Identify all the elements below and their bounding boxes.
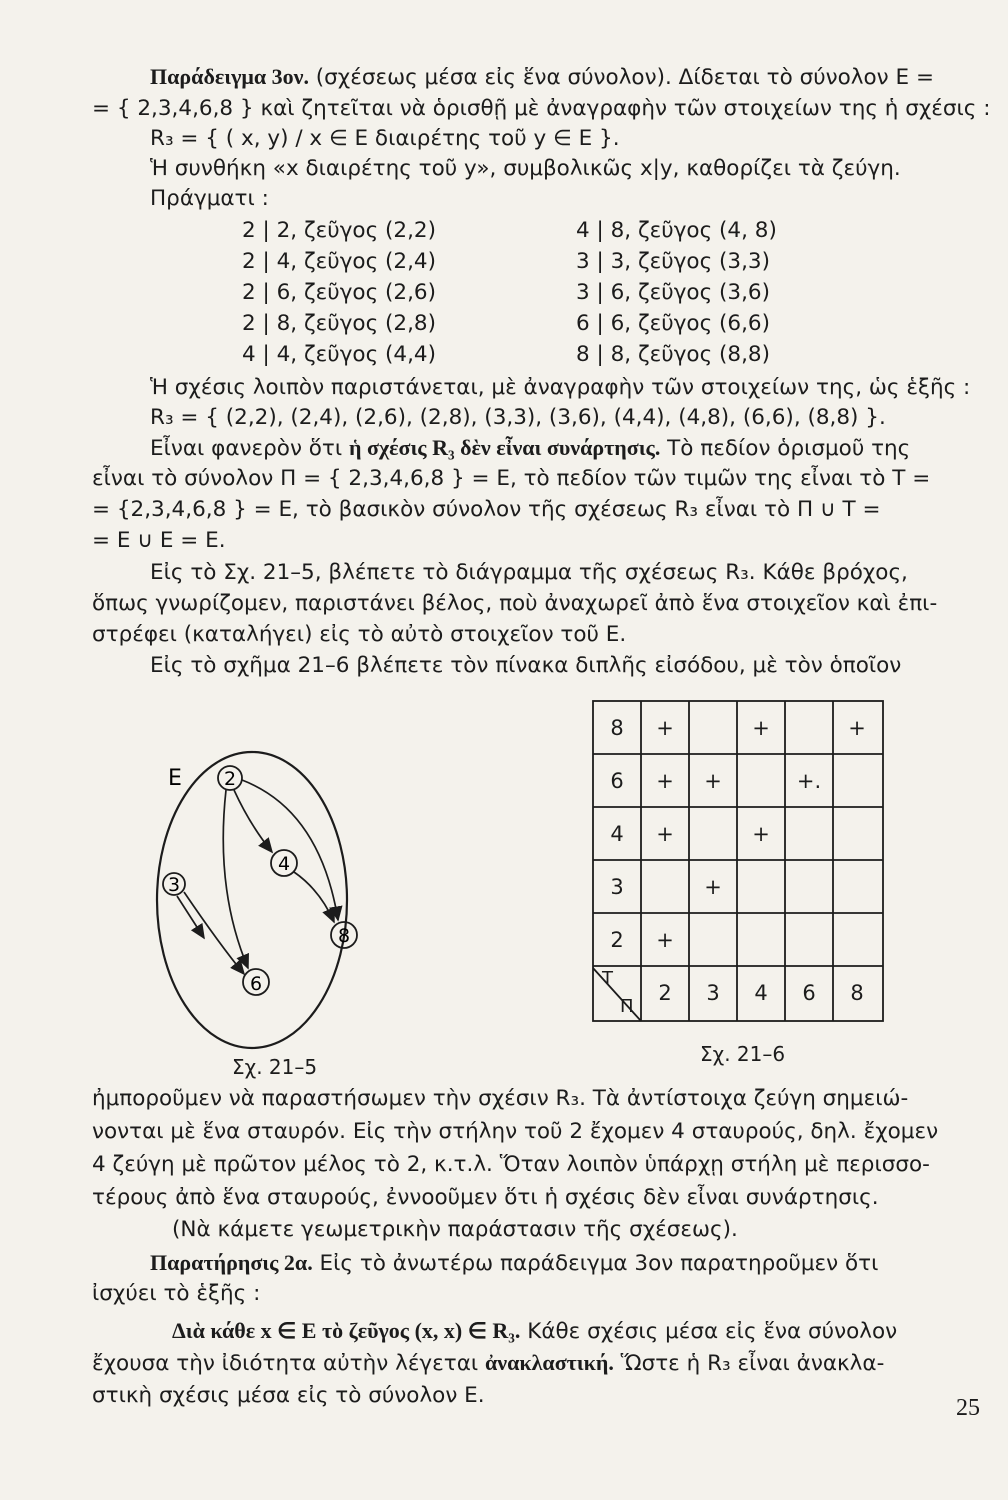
set-e-label: E xyxy=(168,766,182,791)
example-intro-1: (σχέσεως μέσα εἰς ἕνα σύνολον). Δίδεται τὸ σύνολον Ε = xyxy=(315,65,934,90)
remark-text-3: Κάθε σχέσις μέσα εἰς ἕνα σύνολον xyxy=(520,1319,898,1344)
remark-line-3 xyxy=(172,1320,897,1343)
domain-line-2: = {2,3,4,6,8 } = E, τὸ βασικὸν σύνολον τῆς σχέσεως R₃ εἶναι τὸ Π ∪ Τ = xyxy=(92,497,881,522)
row-label-4: 4 xyxy=(610,821,624,846)
mark-3-3: + xyxy=(704,874,722,899)
col-label-6: 6 xyxy=(802,980,816,1005)
after-line-1: ἠμποροῦμεν νὰ παραστήσωμεν τὴν σχέσιν R₃. Τὰ ἀντίστοιχα ζεύγη σημειώ- xyxy=(92,1086,909,1111)
table-caption: Σχ. 21–6 xyxy=(700,1042,786,1066)
node-2 xyxy=(218,766,242,790)
page-number: 25 xyxy=(956,1395,980,1421)
remark-text-1: Εἰς τὸ ἀνωτέρω παράδειγμα 3ον παρατηροῦμεν ὅτι xyxy=(312,1251,879,1276)
node-4 xyxy=(271,850,297,876)
after-line-3: 4 ζεύγη μὲ πρῶτον μέλος τὸ 2, κ.τ.λ. Ὅταν λοιπὸν ὑπάρχῃ στήλη μὲ περισσο- xyxy=(92,1152,930,1177)
remark-text-4-post: Ὥστε ἡ R₃ εἶναι ἀνακλα- xyxy=(613,1351,885,1376)
mark-6-3: + xyxy=(704,768,722,793)
pair-right-3: 3 | 6, ζεῦγος (3,6) xyxy=(576,280,770,305)
edge-2-4 xyxy=(234,790,272,852)
fig5-line-3: στρέφει (καταλήγει) εἰς τὸ αὐτὸ στοιχεῖον τοῦ Ε. xyxy=(92,622,627,647)
pair-left-2: 2 | 4, ζεῦγος (2,4) xyxy=(242,249,436,274)
pair-left-5: 4 | 4, ζεῦγος (4,4) xyxy=(242,342,436,367)
domain-line-1: εἶναι τὸ σύνολον Π = { 2,3,4,6,8 } = E, τὸ πεδίον τῶν τιμῶν της εἶναι τὸ Τ = xyxy=(92,466,931,491)
diagram-caption: Σχ. 21–5 xyxy=(232,1055,318,1079)
remark-line-4 xyxy=(92,1352,884,1375)
mark-8-8: + xyxy=(848,715,866,740)
remark-bold-reflexive: ἀνακλαστική. xyxy=(485,1350,614,1375)
row-label-2: 2 xyxy=(610,927,624,952)
pair-left-4: 2 | 8, ζεῦγος (2,8) xyxy=(242,311,436,336)
row-label-6: 6 xyxy=(610,768,624,793)
represented-text: Ἡ σχέσις λοιπὸν παριστάνεται, μὲ ἀναγραφὴν τῶν στοιχείων της, ὡς ἑξῆς : xyxy=(150,375,971,400)
svg-text:6: 6 xyxy=(250,973,263,995)
col-label-3: 3 xyxy=(706,980,720,1005)
after-line-2: νονται μὲ ἕνα σταυρόν. Εἰς τὴν στήλην τοῦ 2 ἔχομεν 4 σταυρούς, δηλ. ἔχομεν xyxy=(92,1119,939,1144)
indeed-text: Πράγματι : xyxy=(150,186,269,211)
obvious-post: Τὸ πεδίον ὁρισμοῦ της xyxy=(660,436,911,461)
condition-text: Ἡ συνθήκη «x διαιρέτης τοῦ y», συμβολικῶς x|y, καθορίζει τὰ ζεύγη. xyxy=(150,156,901,181)
domain-line-3: = E ∪ E = E. xyxy=(92,528,226,553)
mark-6-2: + xyxy=(656,768,674,793)
relation-diagram xyxy=(150,720,390,1060)
obvious-pre: Εἶναι φανερὸν ὅτι xyxy=(150,436,349,461)
remark-line-1 xyxy=(150,1252,878,1275)
remark-text-4-pre: ἔχουσα τὴν ἰδιότητα αὐτὴν λέγεται xyxy=(92,1351,486,1376)
col-label-4: 4 xyxy=(754,980,768,1005)
double-entry-table xyxy=(592,700,884,1022)
remark-bold: Διὰ κάθε x ∈ E τὸ ζεῦγος (x, x) ∈ R₃. xyxy=(172,1318,521,1343)
pair-right-2: 3 | 3, ζεῦγος (3,3) xyxy=(576,249,770,274)
set-e-outline xyxy=(157,752,347,1048)
fig5-line-2: ὅπως γνωρίζομεν, παριστάνει βέλος, ποὺ ἀναχωρεῖ ἀπὸ ἕνα στοιχεῖον καὶ ἐπι- xyxy=(92,591,938,616)
pair-left-3: 2 | 6, ζεῦγος (2,6) xyxy=(242,280,436,305)
remark-line-2: ἰσχύει τὸ ἑξῆς : xyxy=(92,1281,261,1306)
col-label-2: 2 xyxy=(658,980,672,1005)
r3-definition: R₃ = { ( x, y) / x ∈ E διαιρέτης τοῦ y ∈ E }. xyxy=(150,126,620,151)
fig5-line-1: Εἰς τὸ Σχ. 21–5, βλέπετε τὸ διάγραμμα τῆς σχέσεως R₃. Κάθε βρόχος, xyxy=(150,560,908,585)
pair-right-5: 8 | 8, ζεῦγος (8,8) xyxy=(576,342,770,367)
after-line-5: (Νὰ κάμετε γεωμετρικὴν παράστασιν τῆς σχέσεως). xyxy=(172,1217,738,1242)
obvious-bold: ἡ σχέσις R₃ δὲν εἶναι συνάρτησις. xyxy=(349,435,661,460)
remark-line-5: στικὴ σχέσις μέσα εἰς τὸ σύνολον Ε. xyxy=(92,1383,485,1408)
svg-text:2: 2 xyxy=(224,768,237,790)
fig6-line-1: Εἰς τὸ σχῆμα 21–6 βλέπετε τὸν πίνακα διπλῆς εἰσόδου, μὲ τὸν ὁποῖον xyxy=(150,653,902,678)
pair-right-4: 6 | 6, ζεῦγος (6,6) xyxy=(576,311,770,336)
mark-8-2: + xyxy=(656,715,674,740)
mark-2-2: + xyxy=(656,927,674,952)
mark-6-6: +. xyxy=(796,768,822,793)
svg-text:4: 4 xyxy=(278,853,291,875)
edge-2-6 xyxy=(223,790,248,968)
mark-4-2: + xyxy=(656,821,674,846)
after-line-4: τέρους ἀπὸ ἕνα σταυρούς, ἐννοοῦμεν ὅτι ἡ σχέσις δὲν εἶναι συνάρτησις. xyxy=(92,1185,879,1210)
row-label-3: 3 xyxy=(610,874,624,899)
svg-text:3: 3 xyxy=(168,874,181,896)
corner-pi-label: Π xyxy=(620,996,634,1017)
pair-left-1: 2 | 2, ζεῦγος (2,2) xyxy=(242,218,436,243)
corner-t-label: T xyxy=(602,968,613,989)
pair-right-1: 4 | 8, ζεῦγος (4, 8) xyxy=(576,218,777,243)
example-heading: Παράδειγμα 3ον. xyxy=(150,64,309,89)
node-8 xyxy=(331,922,357,948)
remark-heading: Παρατήρησις 2α. xyxy=(150,1250,313,1275)
row-label-8: 8 xyxy=(610,715,624,740)
node-6 xyxy=(243,969,269,995)
svg-text:8: 8 xyxy=(338,925,351,947)
mark-4-4: + xyxy=(752,821,770,846)
example-intro-2: = { 2,3,4,6,8 } καὶ ζητεῖται νὰ ὁρισθῇ μὲ ἀναγραφὴν τῶν στοιχείων της ἡ σχέσις : xyxy=(92,96,991,121)
obvious-line xyxy=(150,437,910,460)
node-3 xyxy=(163,873,185,896)
r3-set: R₃ = { (2,2), (2,4), (2,6), (2,8), (3,3), (3,6), (4,4), (4,8), (6,6), (8,8) }. xyxy=(150,405,886,430)
mark-8-4: + xyxy=(752,715,770,740)
col-label-8: 8 xyxy=(850,980,864,1005)
example-heading-line xyxy=(150,66,934,89)
